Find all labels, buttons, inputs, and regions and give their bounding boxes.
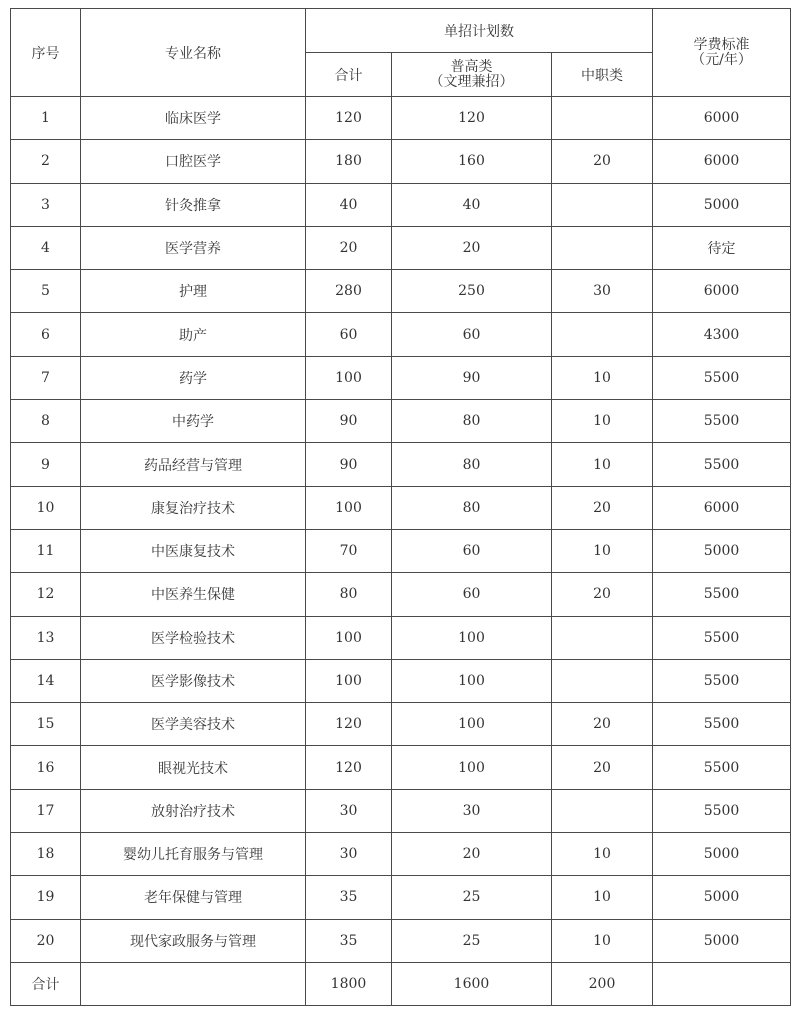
cell-total: 100 xyxy=(306,659,392,702)
header-fee-line2: （元/年） xyxy=(691,51,752,68)
cell-major: 药学 xyxy=(81,356,306,399)
cell-vocational xyxy=(552,226,653,269)
total-general: 1600 xyxy=(392,963,552,1006)
cell-general: 90 xyxy=(392,356,552,399)
cell-total: 35 xyxy=(306,919,392,962)
table-row xyxy=(11,226,791,269)
header-major: 专业名称 xyxy=(81,9,306,97)
cell-general: 160 xyxy=(392,140,552,183)
header-general xyxy=(392,53,552,97)
total-major xyxy=(81,963,306,1006)
cell-general: 250 xyxy=(392,270,552,313)
cell-fee: 5500 xyxy=(653,746,791,789)
table-row xyxy=(11,400,791,443)
table-row xyxy=(11,529,791,572)
cell-vocational: 20 xyxy=(552,703,653,746)
cell-index: 15 xyxy=(11,703,81,746)
cell-general: 80 xyxy=(392,486,552,529)
cell-index: 13 xyxy=(11,616,81,659)
cell-general: 80 xyxy=(392,443,552,486)
cell-vocational xyxy=(552,789,653,832)
cell-general: 30 xyxy=(392,789,552,832)
cell-vocational: 20 xyxy=(552,746,653,789)
cell-major: 医学影像技术 xyxy=(81,659,306,702)
cell-vocational: 30 xyxy=(552,270,653,313)
cell-total: 120 xyxy=(306,97,392,140)
cell-total: 80 xyxy=(306,573,392,616)
cell-index: 6 xyxy=(11,313,81,356)
cell-vocational: 10 xyxy=(552,529,653,572)
cell-total: 30 xyxy=(306,833,392,876)
cell-general: 20 xyxy=(392,833,552,876)
cell-general: 60 xyxy=(392,573,552,616)
table-row xyxy=(11,183,791,226)
total-label: 合计 xyxy=(11,963,81,1006)
cell-vocational xyxy=(552,313,653,356)
cell-index: 18 xyxy=(11,833,81,876)
cell-major: 中药学 xyxy=(81,400,306,443)
table-row xyxy=(11,659,791,702)
total-fee xyxy=(653,963,791,1006)
total-row xyxy=(11,963,791,1006)
cell-index: 14 xyxy=(11,659,81,702)
cell-index: 7 xyxy=(11,356,81,399)
cell-major: 针灸推拿 xyxy=(81,183,306,226)
cell-vocational xyxy=(552,616,653,659)
cell-fee: 5500 xyxy=(653,573,791,616)
cell-major: 临床医学 xyxy=(81,97,306,140)
cell-general: 25 xyxy=(392,876,552,919)
cell-major: 护理 xyxy=(81,270,306,313)
cell-index: 1 xyxy=(11,97,81,140)
cell-fee: 5500 xyxy=(653,659,791,702)
header-general-line2: （文理兼招） xyxy=(429,73,514,90)
total-vocational: 200 xyxy=(552,963,653,1006)
cell-major: 眼视光技术 xyxy=(81,746,306,789)
cell-vocational: 20 xyxy=(552,486,653,529)
cell-index: 19 xyxy=(11,876,81,919)
cell-total: 100 xyxy=(306,616,392,659)
cell-major: 中医康复技术 xyxy=(81,529,306,572)
cell-vocational: 10 xyxy=(552,919,653,962)
cell-major: 药品经营与管理 xyxy=(81,443,306,486)
table-row xyxy=(11,703,791,746)
cell-fee: 5000 xyxy=(653,876,791,919)
header-row-top xyxy=(11,9,791,53)
cell-major: 医学检验技术 xyxy=(81,616,306,659)
cell-total: 90 xyxy=(306,400,392,443)
cell-general: 100 xyxy=(392,746,552,789)
table-row xyxy=(11,616,791,659)
cell-index: 9 xyxy=(11,443,81,486)
header-total: 合计 xyxy=(306,53,392,97)
cell-index: 11 xyxy=(11,529,81,572)
cell-major: 医学营养 xyxy=(81,226,306,269)
cell-major: 康复治疗技术 xyxy=(81,486,306,529)
total-sum: 1800 xyxy=(306,963,392,1006)
table-row xyxy=(11,789,791,832)
cell-general: 100 xyxy=(392,659,552,702)
cell-general: 100 xyxy=(392,616,552,659)
cell-vocational: 20 xyxy=(552,140,653,183)
cell-vocational xyxy=(552,97,653,140)
cell-index: 2 xyxy=(11,140,81,183)
table-body xyxy=(11,97,791,963)
header-plan-group: 单招计划数 xyxy=(306,9,653,53)
cell-major: 放射治疗技术 xyxy=(81,789,306,832)
cell-general: 60 xyxy=(392,313,552,356)
cell-index: 10 xyxy=(11,486,81,529)
cell-general: 20 xyxy=(392,226,552,269)
table-row xyxy=(11,876,791,919)
cell-general: 120 xyxy=(392,97,552,140)
cell-fee: 6000 xyxy=(653,486,791,529)
table-row xyxy=(11,919,791,962)
cell-vocational: 10 xyxy=(552,356,653,399)
cell-fee: 5000 xyxy=(653,529,791,572)
cell-index: 17 xyxy=(11,789,81,832)
cell-fee: 6000 xyxy=(653,270,791,313)
cell-vocational: 20 xyxy=(552,573,653,616)
cell-total: 40 xyxy=(306,183,392,226)
cell-total: 70 xyxy=(306,529,392,572)
cell-major: 医学美容技术 xyxy=(81,703,306,746)
cell-total: 100 xyxy=(306,356,392,399)
cell-total: 180 xyxy=(306,140,392,183)
cell-major: 老年保健与管理 xyxy=(81,876,306,919)
cell-fee: 5500 xyxy=(653,616,791,659)
cell-total: 20 xyxy=(306,226,392,269)
cell-major: 口腔医学 xyxy=(81,140,306,183)
table-row xyxy=(11,746,791,789)
cell-major: 婴幼儿托育服务与管理 xyxy=(81,833,306,876)
cell-total: 280 xyxy=(306,270,392,313)
table-row xyxy=(11,833,791,876)
cell-general: 40 xyxy=(392,183,552,226)
header-index: 序号 xyxy=(11,9,81,97)
cell-fee: 5500 xyxy=(653,443,791,486)
cell-vocational xyxy=(552,183,653,226)
cell-total: 90 xyxy=(306,443,392,486)
cell-general: 60 xyxy=(392,529,552,572)
cell-total: 30 xyxy=(306,789,392,832)
cell-fee: 待定 xyxy=(653,226,791,269)
cell-fee: 5500 xyxy=(653,703,791,746)
cell-index: 8 xyxy=(11,400,81,443)
table-row xyxy=(11,356,791,399)
table-row xyxy=(11,573,791,616)
table-row xyxy=(11,140,791,183)
cell-total: 120 xyxy=(306,746,392,789)
cell-total: 35 xyxy=(306,876,392,919)
cell-fee: 5500 xyxy=(653,400,791,443)
header-vocational: 中职类 xyxy=(552,53,653,97)
cell-fee: 6000 xyxy=(653,97,791,140)
header-general-line1: 普高类 xyxy=(450,58,493,75)
enrollment-plan-table xyxy=(10,8,791,1006)
cell-vocational: 10 xyxy=(552,400,653,443)
header-fee xyxy=(653,9,791,97)
cell-general: 80 xyxy=(392,400,552,443)
cell-index: 3 xyxy=(11,183,81,226)
cell-index: 5 xyxy=(11,270,81,313)
cell-fee: 6000 xyxy=(653,140,791,183)
cell-vocational xyxy=(552,659,653,702)
cell-vocational: 10 xyxy=(552,833,653,876)
cell-total: 60 xyxy=(306,313,392,356)
table-row xyxy=(11,313,791,356)
cell-fee: 5000 xyxy=(653,183,791,226)
cell-vocational: 10 xyxy=(552,876,653,919)
cell-major: 助产 xyxy=(81,313,306,356)
cell-fee: 5000 xyxy=(653,833,791,876)
cell-general: 100 xyxy=(392,703,552,746)
cell-index: 16 xyxy=(11,746,81,789)
table-row xyxy=(11,443,791,486)
table-row xyxy=(11,270,791,313)
cell-major: 现代家政服务与管理 xyxy=(81,919,306,962)
cell-fee: 5500 xyxy=(653,356,791,399)
cell-fee: 4300 xyxy=(653,313,791,356)
cell-general: 25 xyxy=(392,919,552,962)
cell-major: 中医养生保健 xyxy=(81,573,306,616)
table-row xyxy=(11,97,791,140)
cell-index: 12 xyxy=(11,573,81,616)
header-fee-line1: 学费标准 xyxy=(693,36,750,53)
cell-fee: 5000 xyxy=(653,919,791,962)
cell-index: 4 xyxy=(11,226,81,269)
cell-fee: 5500 xyxy=(653,789,791,832)
cell-total: 120 xyxy=(306,703,392,746)
cell-index: 20 xyxy=(11,919,81,962)
cell-vocational: 10 xyxy=(552,443,653,486)
table-row xyxy=(11,486,791,529)
cell-total: 100 xyxy=(306,486,392,529)
